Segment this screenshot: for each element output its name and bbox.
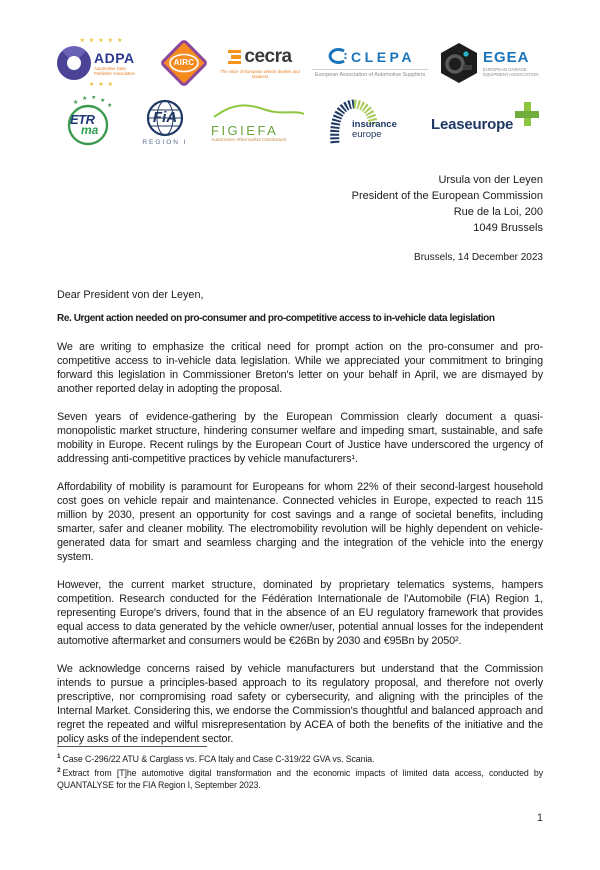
salutation: Dear President von der Leyen, bbox=[57, 289, 204, 301]
footnotes-section bbox=[57, 746, 543, 791]
recipient-title: President of the European Commission bbox=[351, 190, 543, 202]
body-paragraph: We are writing to emphasize the critical need for prompt action on the pro-consumer and pro-competitive access to in-vehicle data legislation. While we appreciated your commitment to bringing forward this legislation in Commissioner Breton's letter on your behalf in April, we are dismayed by another reported delay in adopting the proposal. bbox=[57, 341, 543, 395]
recipient-city: 1049 Brussels bbox=[473, 222, 543, 234]
body-paragraph: However, the current market structure, dominated by proprietary telematics systems, hampers competition. Research conducted for the Fédération Internationale de l'Automobile (FIA) Region 1, representing Europe's drivers, found that in the absence of an EU regulatory framework that provides equal access to data generated by the vehicle owner/user, potential annual losses for the independent automotive aftermarket and consumers would be €26Bn by 2030 and €95Bn by 2050². bbox=[57, 579, 543, 647]
svg-text:★: ★ bbox=[82, 96, 88, 102]
recipient-name: Ursula von der Leyen bbox=[438, 174, 543, 186]
figiefa-curve-icon bbox=[211, 101, 307, 119]
adpa-tagline: Automotive Data Publisher Association bbox=[94, 65, 135, 76]
body-paragraph: We acknowledge concerns raised by vehicle manufacturers but understand that the Commission intends to pursue a principles-based approach to its regulatory proposal, and therefore not overly prescriptive, nor compromising road safety or cybersecurity, and aligning with the principles of the Internal Market. Considering this, we endorse the Commission's thoughtful and balanced approach and regret the repeated and wilful misrepresentation by ACEA of both the benefits of the initiative and the policy asks of the independent sector. bbox=[57, 663, 543, 745]
logo-leaseurope bbox=[431, 102, 543, 142]
dateline: Brussels, 14 December 2023 bbox=[414, 252, 543, 263]
leaseurope-wordmark: Leaseurope bbox=[431, 116, 514, 133]
logo-insurance-europe bbox=[326, 97, 412, 147]
body-paragraph: Seven years of evidence-gathering by the European Commission clearly document a quasi-monopolistic market structure, hindering consumer welfare and impeding smart, sustainable, and safe mobility in Europe. Recent rulings by the European Court of Justice have underscored the urgency of addressing anti-competitive practices by vehicle manufacturers¹. bbox=[57, 411, 543, 465]
fia-wordmark: FiA bbox=[152, 108, 178, 126]
etrma-wordmark-top: ETR bbox=[70, 112, 95, 127]
leaseurope-plus-icon bbox=[515, 102, 539, 126]
adpa-ring-icon bbox=[57, 46, 91, 80]
footnote-1-marker: 1 bbox=[57, 753, 61, 760]
page-number: 1 bbox=[536, 812, 543, 824]
fia-region-label: REGION I bbox=[142, 138, 188, 146]
cecra-bars-icon bbox=[228, 50, 241, 65]
body-paragraph: Affordability of mobility is paramount for Europeans for whom 22% of their second-largest household cost goes on vehicle repair and maintenance. Connected vehicles in Europe, expected to reach 115 million by 2030, present an opportunity for cost savings and a range of societal benefits, including smarter, safer and cleaner mobility. The electromobility revolution will be highly dependent on vehicle-generated data for smart and seamless charging and the integration of the vehicle into the energy system. bbox=[57, 481, 543, 563]
cecra-tagline: The voice of European vehicle dealers and repairers bbox=[220, 69, 300, 79]
figiefa-wordmark: FIGIEFA bbox=[211, 122, 279, 138]
etrma-wordmark-bottom: ma bbox=[81, 123, 99, 137]
logo-clepa bbox=[312, 48, 428, 78]
footnote-1-text: Case C-296/22 ATU & Carglass vs. FCA Italy and Case C-319/22 GVA vs. Scania. bbox=[62, 753, 375, 764]
logo-figiefa bbox=[211, 101, 307, 144]
eu-stars-icon: ★★★ bbox=[88, 82, 118, 88]
logo-etrma bbox=[57, 96, 119, 148]
logo-banner-row-1 bbox=[57, 38, 543, 88]
recipient-street: Rue de la Loi, 200 bbox=[453, 206, 543, 218]
eu-stars-icon: ★★★★★ bbox=[79, 38, 127, 44]
footnote-2 bbox=[57, 765, 543, 791]
airc-wordmark: AIRC bbox=[173, 57, 195, 67]
egea-tagline: EUROPEAN GARAGE EQUIPMENT ASSOCIATION bbox=[483, 66, 539, 77]
logo-adpa bbox=[57, 38, 149, 88]
logo-airc bbox=[160, 39, 208, 87]
insurance-europe-wordmark-line2: europe bbox=[352, 129, 382, 140]
clepa-wordmark: CLEPA bbox=[351, 49, 415, 65]
adpa-wordmark: ADPA bbox=[94, 49, 135, 66]
clepa-emblem-icon bbox=[325, 48, 347, 66]
footnote-2-text: Extract from [T]he automotive digital transformation and the economic impacts of limited data access, conducted by QUANTALYSE for the FIA Region I, September 2023. bbox=[57, 768, 543, 790]
logo-cecra bbox=[219, 47, 301, 79]
logo-banner-row-2 bbox=[57, 96, 543, 148]
insurance-europe-wordmark-line1: insurance bbox=[352, 119, 397, 130]
logo-egea bbox=[439, 41, 543, 85]
egea-hexagon-icon bbox=[439, 41, 479, 85]
egea-wordmark: EGEA bbox=[483, 48, 530, 66]
cecra-wordmark: cecra bbox=[244, 46, 292, 67]
recipient-address-block bbox=[57, 172, 543, 236]
footnote-separator bbox=[57, 746, 207, 747]
figiefa-tagline: Automotive Aftermarket Distributors bbox=[211, 137, 287, 143]
clepa-tagline: European Association of Automotive Suppliers bbox=[312, 69, 428, 78]
footnote-2-marker: 2 bbox=[57, 767, 61, 775]
svg-text:★: ★ bbox=[100, 98, 106, 104]
subject-line: Re. Urgent action needed on pro-consumer and pro-competitive access to in-vehicle data legislation bbox=[57, 313, 495, 324]
svg-text:★: ★ bbox=[107, 103, 113, 109]
footnote-1 bbox=[57, 751, 543, 765]
svg-text:★: ★ bbox=[91, 96, 97, 101]
svg-text:★: ★ bbox=[73, 100, 79, 106]
logo-fia-region-1 bbox=[138, 99, 192, 146]
